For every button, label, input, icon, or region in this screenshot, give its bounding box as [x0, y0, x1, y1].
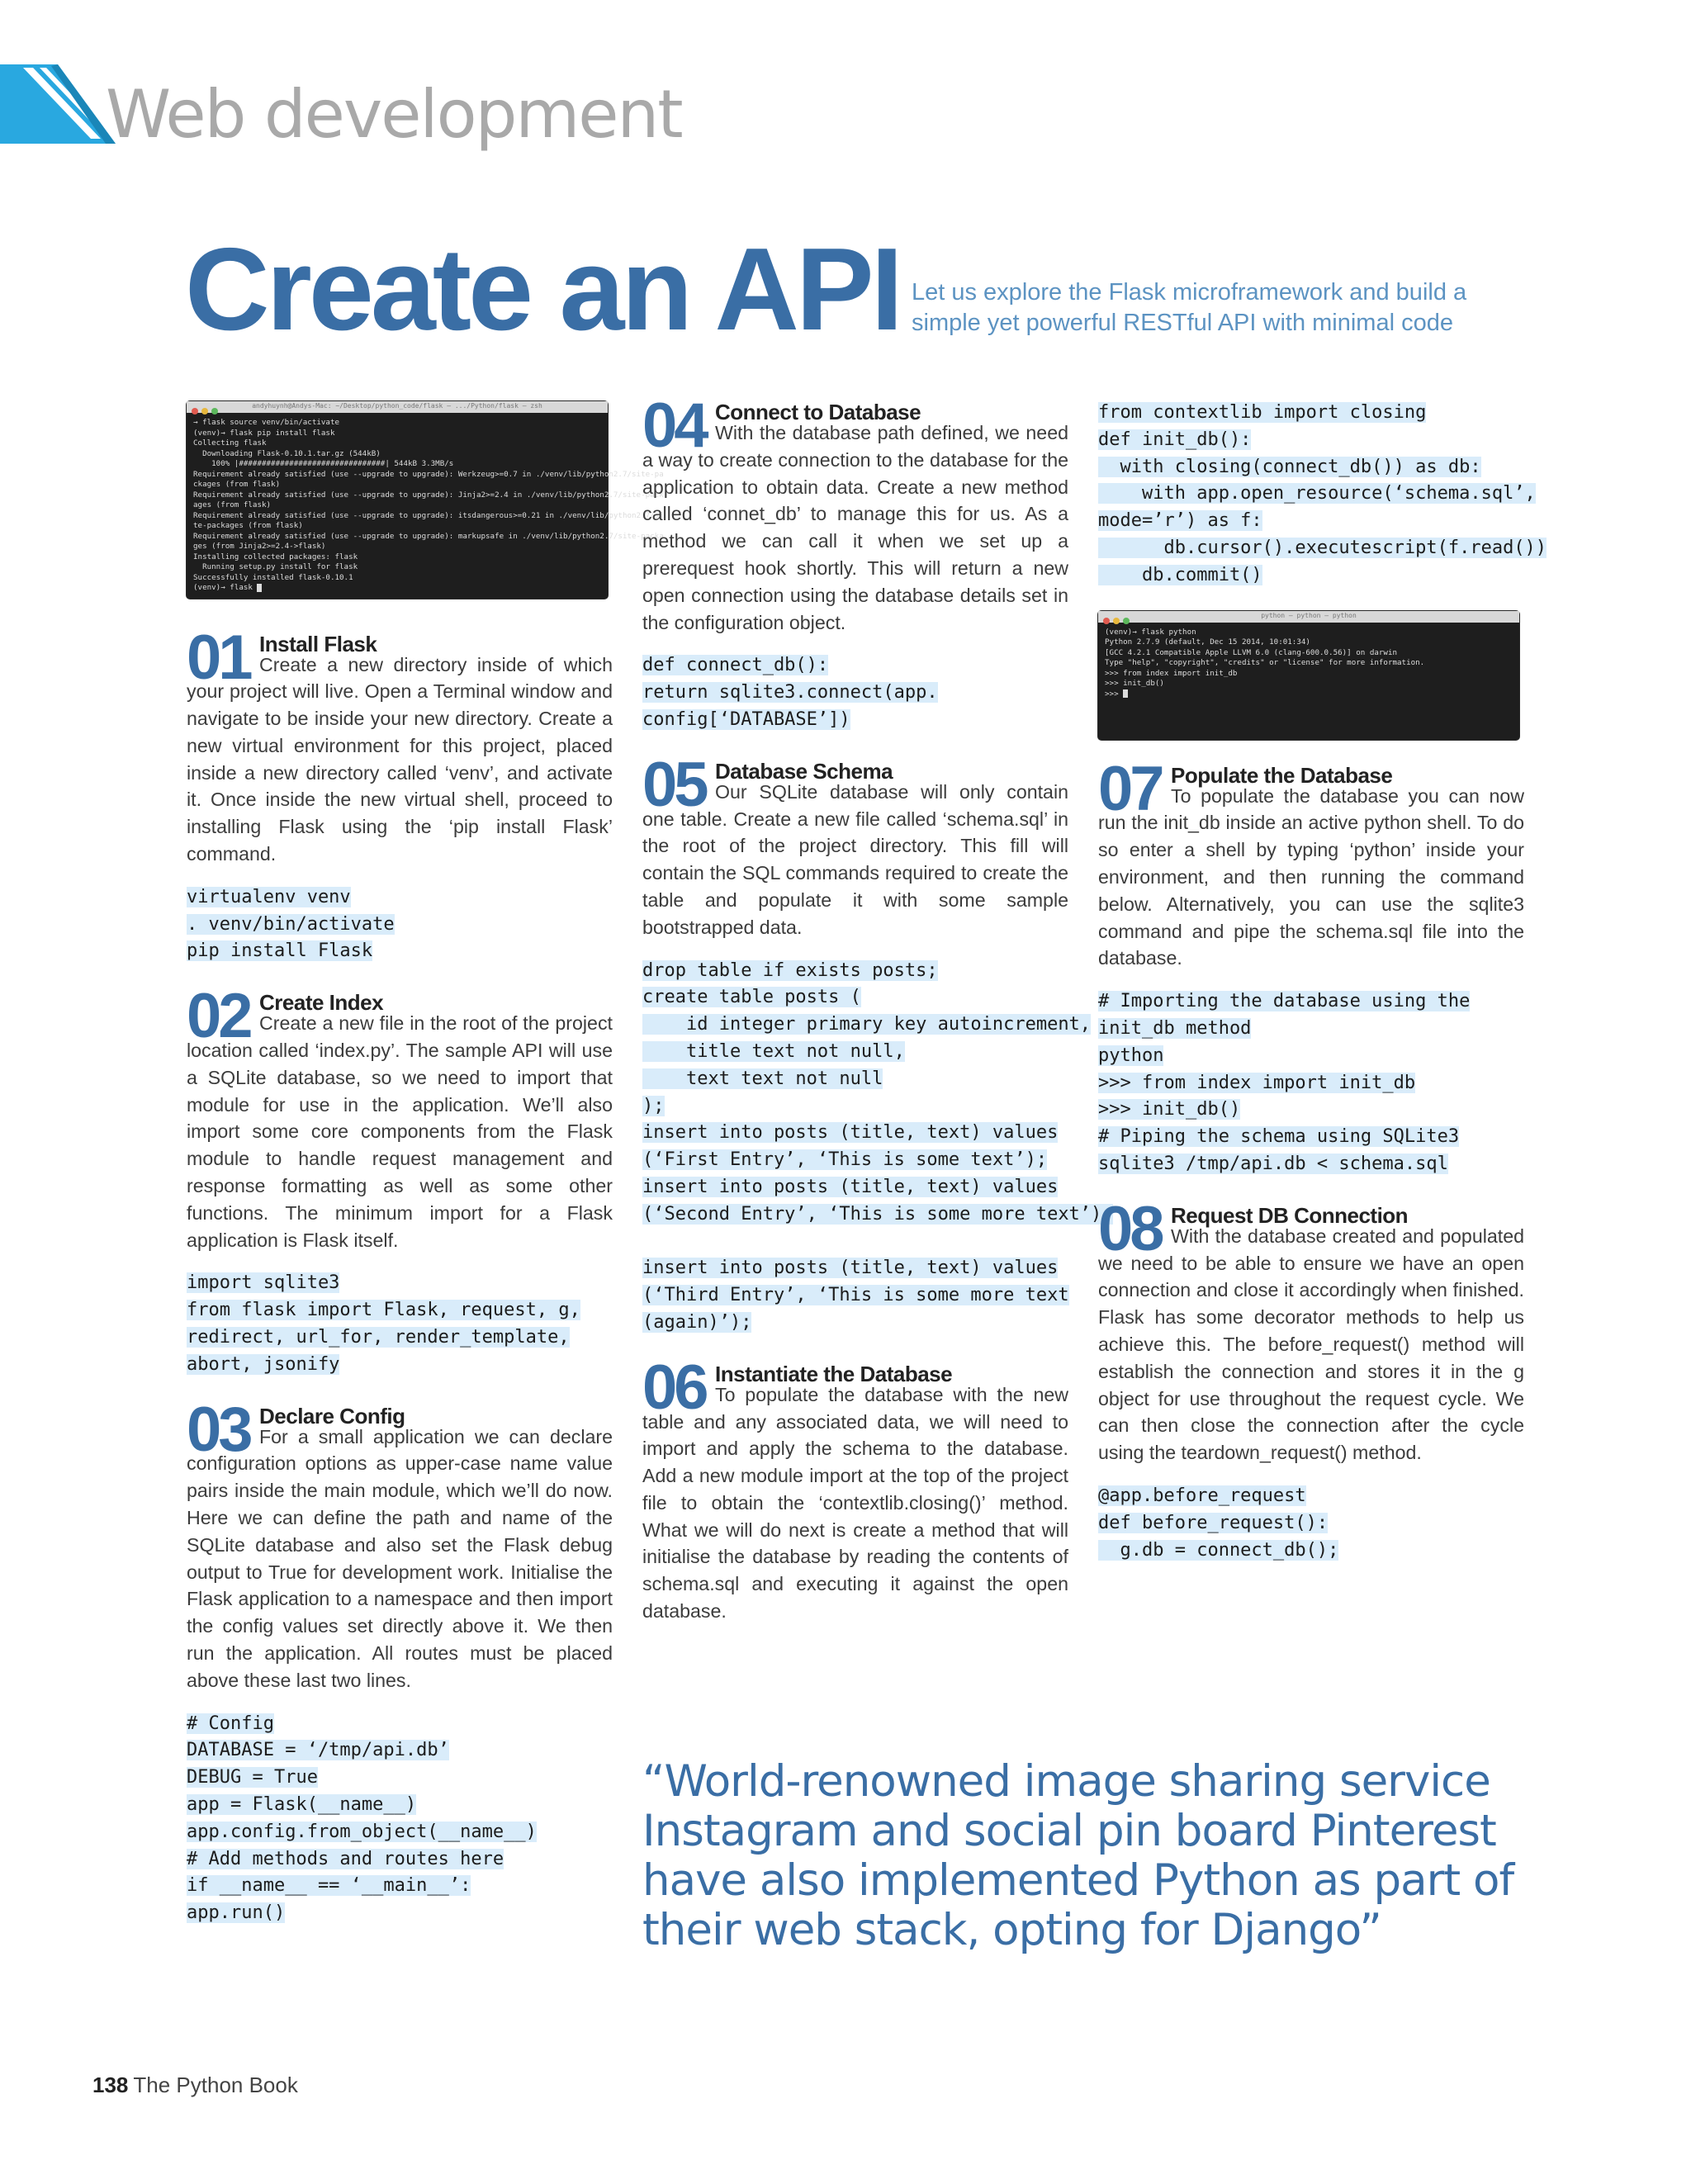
step-06 [642, 1352, 1068, 1625]
terminal-line: Requirement already satisfied (use --upgrade to upgrade): itsdangerous>=0.21 in ./venv/lib/python2.7/si [193, 510, 664, 520]
code-line: id integer primary key autoincrement, [642, 1014, 1092, 1035]
code-line: with closing(connect_db()) as db: [1098, 456, 1481, 477]
code-line: title text not null, [642, 1040, 905, 1062]
terminal-line: >>> init_db() [1105, 679, 1164, 689]
code-line: def before_request(): [1098, 1512, 1329, 1533]
code-block [187, 1270, 613, 1378]
terminal-line: Type "help", "copyright", "credits" or "license" for more information. [1105, 658, 1425, 668]
code-line: drop table if exists posts; [642, 959, 938, 981]
step-08 [1098, 1193, 1524, 1565]
terminal-line: Requirement already satisfied (use --upgrade to upgrade): Jinja2>=2.4 in ./venv/lib/python2.7/site-pack [193, 490, 664, 500]
book-title: The Python Book [133, 2073, 298, 2097]
code-line: ); [642, 1095, 665, 1116]
code-line: (again)’); [642, 1311, 752, 1333]
column-3 [1098, 400, 1547, 1564]
terminal-line: 100% |################################| 544kB 3.3MB/s [193, 459, 454, 468]
code-line: (‘Third Entry’, ‘This is some more text [642, 1285, 1069, 1306]
terminal-title: python — python — python [1261, 611, 1357, 619]
terminal-line: (venv)→ flask python [1105, 627, 1196, 637]
terminal-title: andyhuynh@Andys-Mac: ~/Desktop/python_code/flask — .../Python/flask — zsh [252, 402, 542, 410]
code-block [642, 652, 1068, 733]
code-line: @app.before_request [1098, 1485, 1306, 1506]
code-line: from flask import Flask, request, g, [187, 1300, 580, 1321]
code-line: from contextlib import closing [1098, 402, 1427, 423]
section-header [0, 58, 682, 157]
code-block [187, 884, 613, 965]
code-line: pip install Flask [187, 940, 373, 962]
page-title: Create an API [185, 224, 901, 355]
step-body: To populate the database with the new table and any associated data, we will need to import and apply the schema to the database. Add a new module import at the top of the project file to obtain the ‘contextlib.closing()’ method. What we will do next is create a method that will initialise the database by reading the contents of schema.sql and executing it against the open database. [642, 1383, 1068, 1623]
code-line: virtualenv venv [187, 886, 351, 907]
cursor-icon [257, 584, 262, 592]
step-05 [642, 749, 1113, 1337]
step-title: Request DB Connection [1171, 1202, 1409, 1228]
code-line: return sqlite3.connect(app. [642, 682, 938, 704]
terminal-line: ges (from Jinja2>=2.4->flask) [193, 542, 326, 551]
step-title: Install Flask [259, 631, 377, 656]
code-line: DEBUG = True [187, 1767, 318, 1788]
cursor-icon [1123, 689, 1128, 698]
terminal-output [187, 413, 664, 599]
terminal-line: ckages (from flask) [193, 480, 281, 489]
step-number: 06 [642, 1352, 706, 1423]
code-line: create table posts ( [642, 987, 861, 1008]
step-01 [187, 622, 613, 966]
code-line: (‘Second Entry’, ‘This is some more text’); [642, 1203, 1113, 1225]
code-line: text text not null [642, 1068, 883, 1089]
terminal-titlebar [1098, 611, 1519, 623]
step-body: For a small application we can declare configuration options as upper-case name value pairs inside the main module, which we’ll do now. Here we can define the path and name of the SQLite database and also set the Flask debug output to True for development work. Initialise the Flask application to a namespace and then import the config values set directly above it. We then run the application. All routes must be placed above these last two lines. [187, 1425, 613, 1691]
code-line: mode=’r’) as f: [1098, 510, 1262, 532]
step-number: 04 [642, 391, 706, 461]
code-line: import sqlite3 [187, 1272, 340, 1294]
code-block-step-06-continued [1098, 400, 1547, 590]
code-line: # Importing the database using the [1098, 991, 1471, 1012]
code-line: python [1098, 1045, 1164, 1066]
terminal-output [1098, 623, 1519, 740]
terminal-line: Requirement already satisfied (use --upgrade to upgrade): markupsafe in ./venv/lib/python2.7/site-packa [193, 531, 664, 541]
code-line: if __name__ == ‘__main__’: [187, 1875, 471, 1897]
step-03 [187, 1394, 613, 1927]
code-line [642, 1229, 1068, 1256]
code-block [187, 1711, 613, 1927]
terminal-line: Collecting flask [193, 438, 267, 448]
column-1 [187, 401, 664, 1927]
terminal-titlebar [187, 401, 608, 413]
step-07 [1098, 753, 1524, 1178]
code-line: app.run() [187, 1902, 286, 1924]
step-title: Create Index [259, 990, 384, 1016]
pull-quote: “World-renowned image sharing service Instagram and social pin board Pinterest have also implemented Python as part of their web stack, opting for Django” [642, 1756, 1514, 1955]
step-number: 08 [1098, 1193, 1162, 1264]
code-line: db.commit() [1098, 564, 1262, 585]
step-04 [642, 391, 1068, 734]
step-title: Instantiate the Database [715, 1361, 953, 1386]
terminal-line: → flask source venv/bin/activate [193, 418, 340, 427]
step-title: Database Schema [715, 758, 893, 784]
page-footer [92, 2073, 298, 2098]
code-line: # Piping the schema using SQLite3 [1098, 1126, 1460, 1148]
section-logo-icon [0, 61, 116, 144]
terminal-line: >>> from index import init_db [1105, 668, 1238, 678]
code-block [642, 958, 1113, 1337]
code-line: db.cursor().executescript(f.read()) [1098, 537, 1547, 558]
code-line: def connect_db(): [642, 655, 829, 676]
code-line: redirect, url_for, render_template, [187, 1327, 570, 1348]
terminal-line: ages (from flask) [193, 500, 272, 509]
code-line: DATABASE = ‘/tmp/api.db’ [187, 1740, 449, 1761]
code-line: sqlite3 /tmp/api.db < schema.sql [1098, 1153, 1448, 1174]
terminal-line: Requirement already satisfied (use --upgrade to upgrade): Werkzeug>=0.7 in ./venv/lib/python2.7/site-pa [193, 469, 664, 479]
terminal-line: [GCC 4.2.1 Compatible Apple LLVM 6.0 (clang-600.0.56)] on darwin [1105, 647, 1398, 657]
step-number: 01 [187, 622, 250, 693]
terminal-line: te-packages (from flask) [193, 521, 303, 530]
terminal-screenshot-install [187, 401, 664, 599]
terminal-line: Successfully installed flask-0.10.1 [193, 572, 353, 582]
terminal-line: Installing collected packages: flask [193, 552, 358, 561]
step-title: Declare Config [259, 1403, 405, 1428]
terminal-line: Running setup.py install for flask [193, 562, 358, 571]
code-line: config[‘DATABASE’]) [642, 708, 850, 730]
step-title: Connect to Database [715, 400, 921, 424]
code-line: (‘First Entry’, ‘This is some text’); [642, 1149, 1048, 1171]
code-line: >>> init_db() [1098, 1099, 1241, 1120]
terminal-line: >>> [1105, 689, 1513, 700]
step-number: 02 [187, 981, 250, 1052]
terminal-line: (venv)→ flask pip install flask [193, 428, 335, 438]
standfirst: Let us explore the Flask microframework and build a simple yet powerful RESTful API with minimal code [912, 279, 1467, 336]
step-body: To populate the database you can now run the init_db inside an active python shell. To do so enter a shell by typing ‘python’ inside your environment, and then running the command below. Alternatively, you can use the sqlite3 command and pipe the schema.sql file into the database. [1098, 784, 1524, 969]
code-line: init_db method [1098, 1017, 1252, 1039]
step-number: 07 [1098, 753, 1162, 824]
code-line: app = Flask(__name__) [187, 1793, 417, 1815]
code-line: app.config.from_object(__name__) [187, 1821, 537, 1842]
terminal-line: (venv)→ flask [193, 583, 601, 594]
code-line: with app.open_resource(‘schema.sql’, [1098, 483, 1536, 505]
terminal-line: Python 2.7.9 (default, Dec 15 2014, 10:01:34) [1105, 637, 1310, 647]
code-line: g.db = connect_db(); [1098, 1539, 1339, 1561]
code-line: insert into posts (title, text) values [642, 1122, 1059, 1144]
step-body: Create a new directory inside of which your project will live. Open a Terminal window and navigate to be inside your new directory. Create a new virtual environment for this project, placed inside a new directory called ‘venv’, and activate it. Once inside the new virtual shell, proceed to installing Flask using the ‘pip install Flask’ command. [187, 653, 613, 865]
step-body: With the database created and populated we need to be able to ensure we have an open connection and close it accordingly when finished. Flask has some decorator methods to help us achieve this. The before_request() method will establish the connection and stores it in the g object for use throughout the request cycle. We can then close the connection after the cycle using the teardown_request() method. [1098, 1225, 1524, 1464]
step-02 [187, 981, 613, 1378]
code-block [1098, 988, 1524, 1178]
step-number: 05 [642, 749, 706, 820]
page-number: 138 [92, 2073, 129, 2097]
terminal-line: Downloading Flask-0.10.1.tar.gz (544kB) [193, 448, 381, 458]
code-line: insert into posts (title, text) values [642, 1176, 1059, 1197]
code-line: abort, jsonify [187, 1353, 340, 1375]
terminal-screenshot-python [1098, 611, 1519, 740]
step-title: Populate the Database [1171, 762, 1393, 788]
step-body: Our SQLite database will only contain one table. Create a new file called ‘schema.sql’ in the root of the project directory. This fill will contain the SQL commands required to create the table and populate it with some sample bootstrapped data. [642, 780, 1068, 938]
code-block [1098, 1483, 1524, 1564]
step-body: Create a new file in the root of the project location called ‘index.py’. The sample API will use a SQLite database, so we need to import that module for use in the application. We’ll also import some core components from the Flask module to handle request management and response formatting as well as some other functions. The minimum import for a Flask application is Flask itself. [187, 1012, 613, 1251]
code-line: # Config [187, 1713, 274, 1734]
code-line: # Add methods and routes here [187, 1848, 504, 1869]
code-line: . venv/bin/activate [187, 913, 395, 935]
code-line: >>> from index import init_db [1098, 1072, 1416, 1093]
code-line: def init_db(): [1098, 429, 1252, 450]
code-line: insert into posts (title, text) values [642, 1258, 1059, 1279]
step-number: 03 [187, 1394, 250, 1465]
step-body: With the database path defined, we need a way to create connection to the database for the application to obtain data. Create a new method called ‘connet_db’ to manage this for us. As a method we can call it when we set up a prerequest hook shortly. This will return a new open connection using the database details set in the configuration object. [642, 422, 1068, 633]
column-2 [642, 391, 1113, 1625]
section-title: Web development [106, 76, 682, 153]
